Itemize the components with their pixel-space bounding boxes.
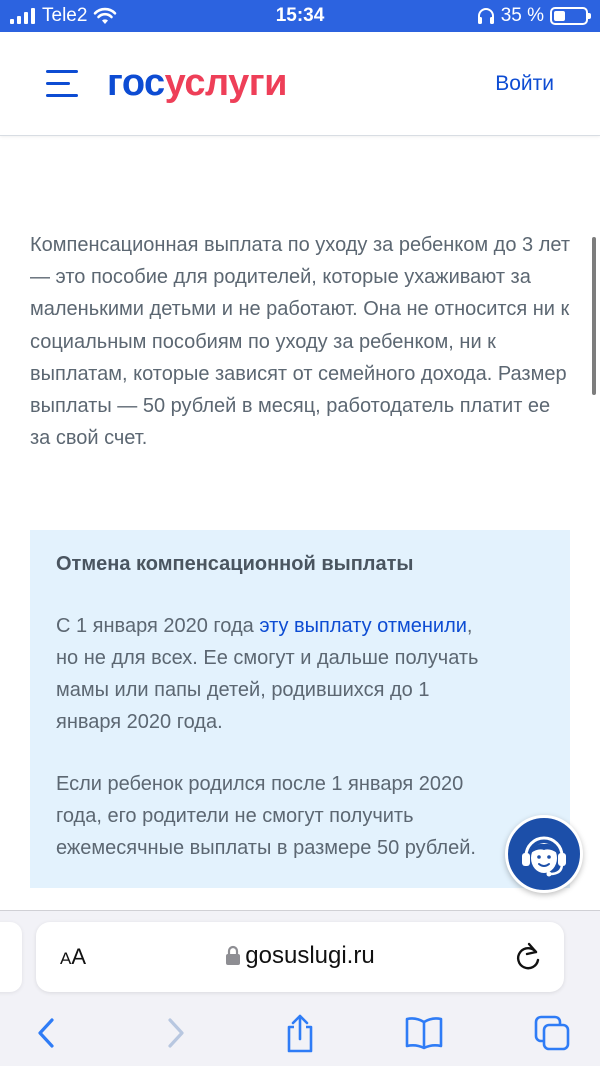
support-chat-button[interactable] xyxy=(505,815,583,893)
login-link[interactable]: Войти xyxy=(495,72,554,95)
support-operator-icon xyxy=(516,826,572,882)
tabs-button[interactable] xyxy=(532,1013,572,1053)
page-content[interactable] xyxy=(0,137,600,910)
browser-toolbar xyxy=(0,1007,600,1057)
info-p2-line2: года, его родители не смогут получить xyxy=(56,805,414,827)
back-button[interactable] xyxy=(26,1013,66,1053)
logo-part-gos: гос xyxy=(107,62,165,104)
reload-icon[interactable] xyxy=(514,942,542,972)
info-p2-line1: Если ребенок родился после 1 января 2020 xyxy=(56,773,464,795)
address-bar[interactable] xyxy=(36,922,564,992)
status-right xyxy=(477,5,588,27)
tabs-icon xyxy=(533,1014,571,1052)
chevron-left-icon xyxy=(36,1017,56,1049)
info-p1-line1-prefix: С 1 января 2020 года xyxy=(56,615,260,637)
text-size-small-a: A xyxy=(60,949,72,968)
bookmarks-button[interactable] xyxy=(404,1013,444,1053)
battery-icon xyxy=(550,7,588,25)
logo-part-uslugi: услуги xyxy=(164,62,287,104)
battery-percent: 35 % xyxy=(500,5,544,26)
previous-tab-preview[interactable] xyxy=(0,922,22,992)
headphones-icon xyxy=(477,7,495,25)
site-header xyxy=(0,32,600,136)
text-size-large-a: A xyxy=(71,944,87,969)
book-icon xyxy=(404,1016,444,1050)
gosuslugi-logo[interactable] xyxy=(107,62,287,105)
battery-fill xyxy=(554,11,565,21)
info-p1-line1-suffix: , xyxy=(466,615,473,637)
info-p1-line3: мамы или папы детей, родившихся до 1 xyxy=(56,679,430,701)
share-icon xyxy=(284,1013,316,1053)
lock-icon xyxy=(225,945,241,965)
url-display[interactable] xyxy=(36,942,564,970)
browser-bottom-bar xyxy=(0,910,600,1066)
payment-cancelled-link[interactable]: эту выплату отменили xyxy=(259,615,467,637)
info-box xyxy=(30,530,570,888)
status-time: 15:34 xyxy=(275,5,325,26)
status-bar xyxy=(0,0,600,32)
info-box-title: Отмена компенсационной выплаты xyxy=(56,553,414,575)
carrier-name: Tele2 xyxy=(42,5,88,26)
intro-paragraph: Компенсационная выплата по уходу за ребенком до 3 лет — это пособие для родителей, которые ухаживают за маленькими детьми и не работают. Она не относится ни к социальным пособиям по уходу за ребенком, ни к выплатам, которые зависят от семейного дохода. Размер выплаты — 50 рублей в месяц, работодатель платит ее за свой счет. xyxy=(30,234,570,450)
forward-button[interactable] xyxy=(156,1013,196,1053)
info-paragraph-1 xyxy=(56,610,544,738)
info-p2-line3: ежемесячные выплаты в размере 50 рублей. xyxy=(56,837,476,859)
scrollbar-thumb[interactable] xyxy=(592,237,596,395)
share-button[interactable] xyxy=(280,1013,320,1053)
info-p1-line4: января 2020 года. xyxy=(56,711,223,733)
info-p1-line2: но не для всех. Ее смогут и дальше получать xyxy=(56,647,479,669)
info-paragraph-2 xyxy=(56,768,544,864)
menu-icon[interactable] xyxy=(46,70,80,98)
chevron-right-icon xyxy=(166,1017,186,1049)
url-text: gosuslugi.ru xyxy=(245,942,375,969)
